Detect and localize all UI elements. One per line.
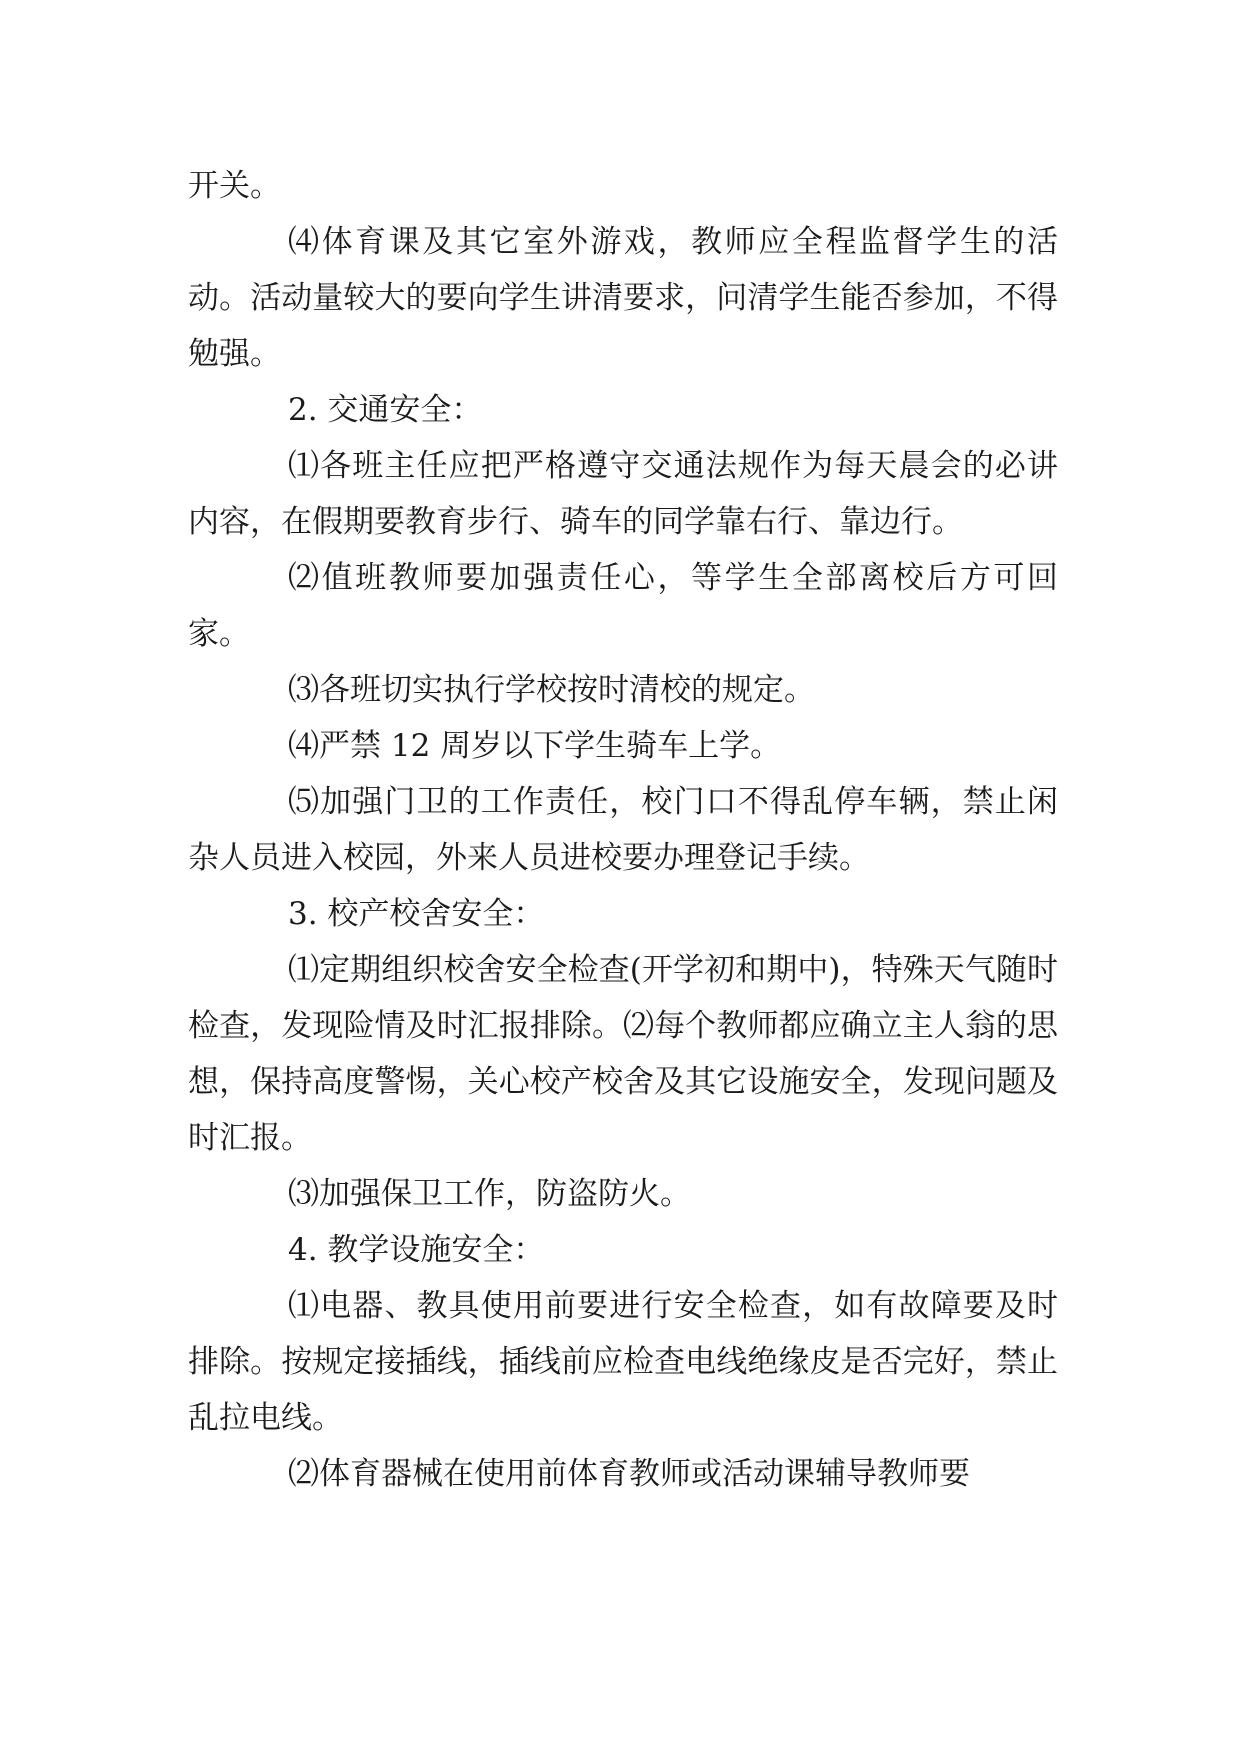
paragraph-traffic-1: ⑴各班主任应把严格遵守交通法规作为每天晨会的必讲内容，在假期要教育步行、骑车的同学靠右行、靠边行。 [188, 448, 1058, 540]
paragraph-pe-supervision: ⑷体育课及其它室外游戏，教师应全程监督学生的活动。活动量较大的要向学生讲清要求，问清学生能否参加，不得勉强。 [188, 224, 1058, 372]
paragraph-traffic-2: ⑵值班教师要加强责任心，等学生全部离校后方可回家。 [188, 560, 1058, 652]
paragraph-traffic-5: ⑸加强门卫的工作责任，校门口不得乱停车辆，禁止闲杂人员进入校园，外来人员进校要办理登记手续。 [188, 784, 1058, 876]
paragraph-traffic-4: ⑷严禁 12 周岁以下学生骑车上学。 [288, 728, 782, 764]
paragraph-facility-2: ⑵体育器械在使用前体育教师或活动课辅导教师要 [288, 1456, 970, 1492]
paragraph-traffic-3: ⑶各班切实执行学校按时清校的规定。 [288, 672, 815, 708]
section-heading-facility-safety: 4. 教学设施安全： [288, 1232, 545, 1268]
section-heading-traffic-safety: 2. 交通安全： [288, 392, 483, 428]
paragraph-continuation: 开关。 [188, 168, 281, 204]
paragraph-facility-1: ⑴电器、教具使用前要进行安全检查，如有故障要及时排除。按规定接插线，插线前应检查电线绝缘皮是否完好，禁止乱拉电线。 [188, 1288, 1058, 1436]
section-heading-property-safety: 3. 校产校舍安全： [288, 896, 545, 932]
paragraph-property-3: ⑶加强保卫工作，防盗防火。 [288, 1176, 691, 1212]
paragraph-property-1-2: ⑴定期组织校舍安全检查(开学初和期中)，特殊天气随时检查，发现险情及时汇报排除。⑵每个教师都应确立主人翁的思想，保持高度警惕，关心校产校舍及其它设施安全，发现问题及时汇报。 [188, 952, 1058, 1156]
document-body [188, 158, 1058, 1502]
